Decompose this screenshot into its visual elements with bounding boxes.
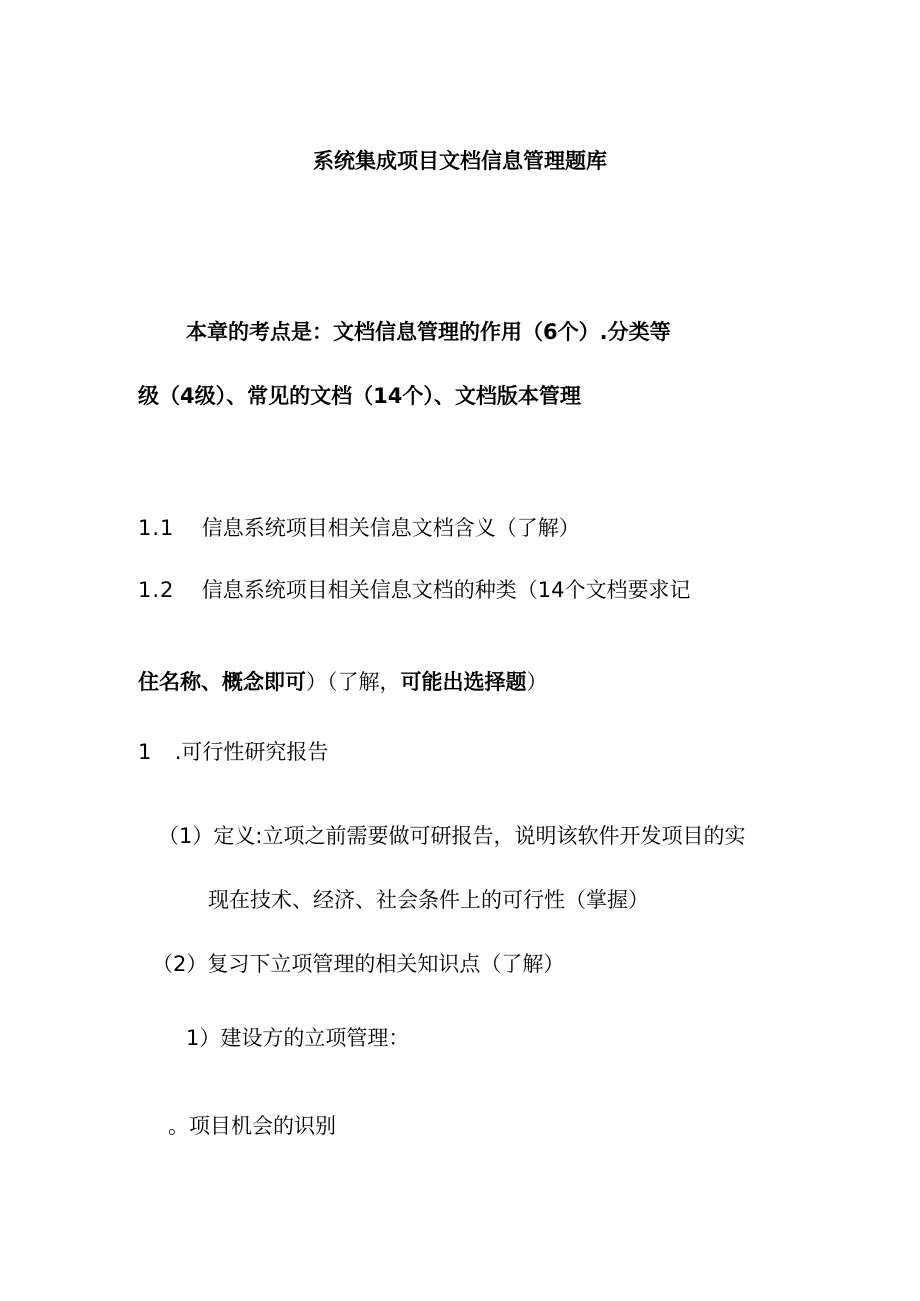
- section-1-2-cont-bold: 住名称、概念即可: [138, 670, 306, 694]
- intro-line-1: 本章的考点是：文档信息管理的作用（6个）.分类等: [186, 320, 671, 344]
- sub-item-2-1-text: 建设方的立项管理：: [220, 1026, 410, 1050]
- sub-item-2: [152, 950, 564, 978]
- bullet-item-1-text: 项目机会的识别: [189, 1114, 336, 1138]
- item-1-text: .可行性研究报告: [174, 740, 329, 764]
- sub-item-1-label: （1）: [158, 824, 214, 848]
- section-1-2-text: 信息系统项目相关信息文档的种类（14个文档要求记: [201, 578, 691, 602]
- bullet-item-1: [168, 1112, 336, 1140]
- item-1: [138, 738, 328, 766]
- sub-item-1-text: 定义:立项之前需要做可研报告，说明该软件开发项目的实: [213, 824, 746, 848]
- section-1-1: [138, 514, 580, 542]
- sub-item-1: [158, 822, 745, 850]
- section-1-2-cont-mid: ）（了解，: [306, 670, 401, 694]
- section-1-1-text: 信息系统项目相关信息文档含义（了解）: [201, 516, 580, 540]
- document-title: 系统集成项目文档信息管理题库: [313, 149, 607, 173]
- section-1-1-number: 1.1: [138, 516, 175, 540]
- sub-item-2-label: （2）: [152, 952, 208, 976]
- item-1-number: 1: [138, 740, 152, 764]
- section-1-2-number: 1.2: [138, 578, 175, 602]
- sub-item-2-1: [186, 1024, 409, 1052]
- section-1-2-cont-bold2: 可能出选择题: [400, 670, 527, 694]
- sub-item-1-continued: 现在技术、经济、社会条件上的可行性（掌握）: [208, 888, 649, 912]
- sub-item-2-text: 复习下立项管理的相关知识点（了解）: [207, 952, 565, 976]
- section-1-2: [138, 576, 691, 604]
- section-1-2-continued: [138, 668, 548, 696]
- section-1-2-cont-end: ）: [526, 670, 548, 694]
- bullet-marker: 。: [168, 1114, 189, 1138]
- sub-item-2-1-label: 1）: [186, 1026, 221, 1050]
- intro-line-2: 级（4级）、常见的文档（14个）、文档版本管理: [138, 384, 581, 408]
